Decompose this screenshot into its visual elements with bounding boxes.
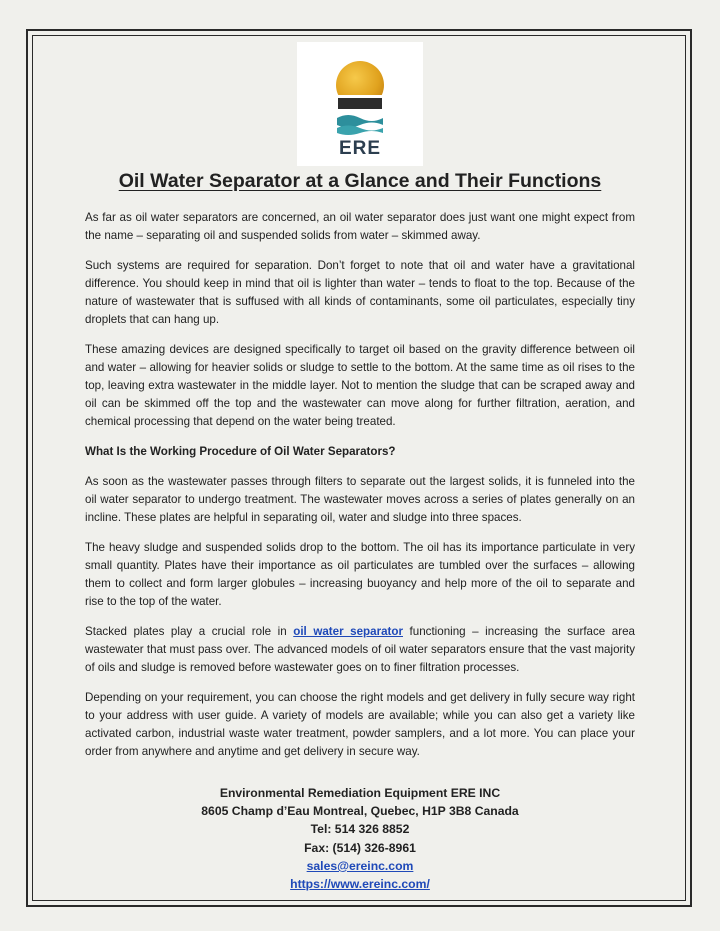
website-link[interactable]: https://www.ereinc.com/ <box>290 877 430 892</box>
page-title: Oil Water Separator at a Glance and Their Functions <box>118 170 602 192</box>
ere-logo-graphic <box>297 42 423 166</box>
email-link[interactable]: sales@ereinc.com <box>306 858 414 873</box>
text-before-link: Stacked plates play a crucial role in <box>85 625 294 638</box>
fax-number: Fax: (514) 326-8961 <box>304 840 416 855</box>
ere-logo <box>297 42 423 166</box>
text-after-link: functioning – increasing the surface area wastewater that must pass over. The advanced models of oil water separators ensure that the vast majority of oils and sludge is removed before wastewater goes on to finer filtration processes. <box>85 625 636 674</box>
article-body <box>85 209 635 773</box>
paragraph: The heavy sludge and suspended solids drop to the bottom. The oil has its importance particulate in very small quantity. Plates have their importance as oil particulates are tumbled over the surfaces – allowing them to collect and form larger globules – increasing buoyancy and help more of the oil to separate and rise to the top of the water. <box>85 541 635 608</box>
paragraph-stacked-plates <box>85 623 635 677</box>
company-name: Environmental Remediation Equipment ERE INC <box>219 786 501 800</box>
paragraph: Such systems are required for separation. Don’t forget to note that oil and water have a gravitational difference. You should keep in mind that oil is lighter than water – tends to float to the top. Because of the nature of wastewater that is suffused with all kinds of contaminants, some oil particulates, especially tiny droplets that can hang up. <box>85 259 635 326</box>
dark-band <box>338 98 382 109</box>
company-address: 8605 Champ d’Eau Montreal, Quebec, H1P 3B8 Canada <box>201 804 519 819</box>
paragraph: As far as oil water separators are concerned, an oil water separator does just want one might expect from the name – separating oil and suspended solids from water – skimmed away. <box>85 211 635 242</box>
contact-footer <box>40 784 680 893</box>
paragraph: Depending on your requirement, you can choose the right models and get delivery in fully secure way right to your address with user guide. A variety of models are available; while you can also get a variety like activated carbon, industrial waste water treatment, powder samplers, and a lot more. You can place your order from anywhere and anytime and get delivery in secure way. <box>85 691 635 758</box>
oil-water-separator-link[interactable]: oil water separator <box>293 625 403 638</box>
logo-text: ERE <box>338 138 382 159</box>
phone-number: Tel: 514 326 8852 <box>310 822 410 837</box>
paragraph: As soon as the wastewater passes through filters to separate out the largest solids, it is funneled into the oil water separator to undergo treatment. The wastewater moves across a series of plates generally on an incline. These plates are helpful in separating oil, water and sludge into three spaces. <box>85 475 635 524</box>
wave-icon <box>337 115 383 128</box>
paragraph: These amazing devices are designed specifically to target oil based on the gravity difference between oil and water – allowing for heavier solids or sludge to settle to the bottom. At the same time as oil rises to the top, leaving extra wastewater in the middle layer. Not to mention the sludge that can be scraped away and oil can be skimmed off the top and the wastewater can move along for further filtration, aeration, and chemical processing that depend on the water being treated. <box>85 343 635 428</box>
section-heading: What Is the Working Procedure of Oil Water Separators? <box>85 445 396 458</box>
